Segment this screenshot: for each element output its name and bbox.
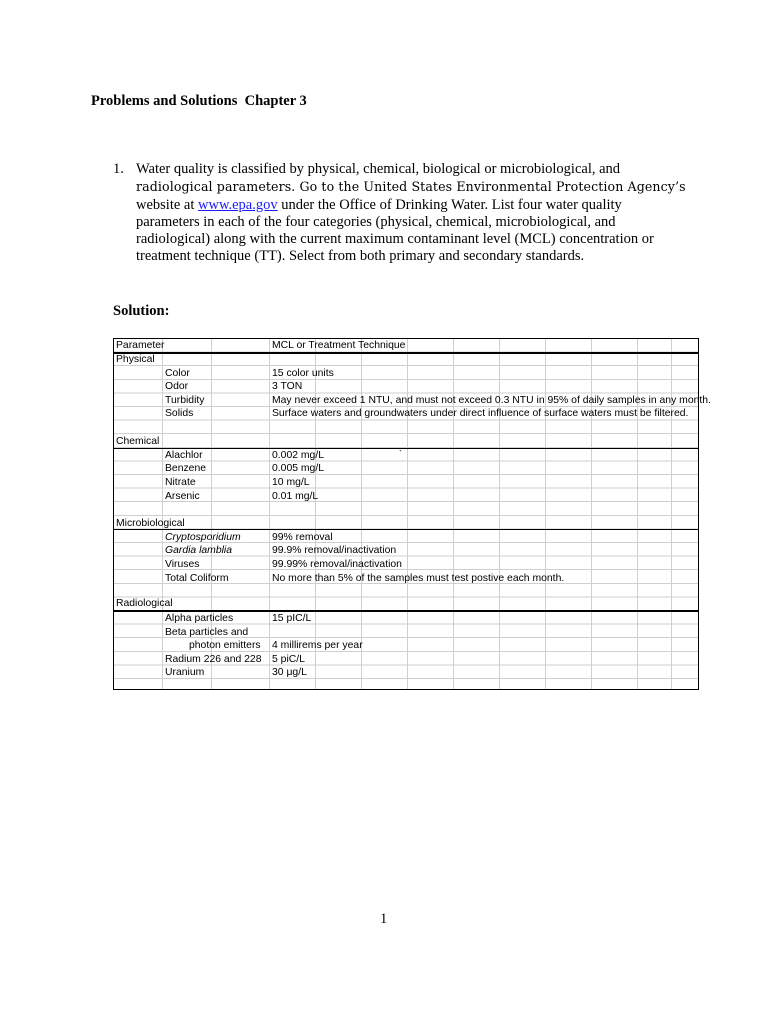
table-row-parameter: Odor <box>165 381 189 392</box>
table-row-value: 0.01 mg/L <box>272 491 319 502</box>
table-row-value: 99.9% removal/inactivation <box>272 545 397 556</box>
question-number: 1. <box>113 161 124 177</box>
category-chemical: Chemical <box>116 436 160 447</box>
table-row-value: 4 millirems per year <box>272 640 363 651</box>
category-microbiological: Microbiological <box>116 518 185 529</box>
column-header-mcl: MCL or Treatment Technique <box>272 340 406 351</box>
question-line-text: under the Office of Drinking Water. List four water quality <box>277 196 622 213</box>
table-row-value: 30 μg/L <box>272 667 307 678</box>
table-row-parameter: Nitrate <box>165 477 196 488</box>
category-physical: Physical <box>116 354 155 365</box>
table-row-parameter: Uranium <box>165 667 205 678</box>
question-line: parameters in each of the four categories (physical, chemical, microbiological, and <box>136 213 616 230</box>
page-number: 1 <box>380 911 388 927</box>
mcl-table <box>113 338 711 690</box>
question-line-text: radiological parameters. Go to the United States Environmental Protection Agency’s <box>136 179 686 195</box>
table-row-parameter: Turbidity <box>165 395 205 406</box>
table-row-parameter: Alpha particles <box>165 613 234 624</box>
table-row-value: No more than 5% of the samples must test postive each month. <box>272 573 565 584</box>
epa-link[interactable]: www.epa.gov <box>198 196 278 213</box>
table-row-value: 15 color units <box>272 368 334 379</box>
table-row-parameter: Benzene <box>165 463 207 474</box>
table-row-parameter: photon emitters <box>189 640 261 651</box>
table-row-value: 0.002 mg/L <box>272 450 324 461</box>
header-divider <box>114 352 698 354</box>
question-line: radiological) along with the current maximum contaminant level (MCL) concentration or <box>136 231 654 248</box>
table-row-value: 99% removal <box>272 532 333 543</box>
page-title: Problems and Solutions Chapter 3 <box>91 93 307 109</box>
table-row-parameter: Arsenic <box>165 491 200 502</box>
column-header-parameter: Parameter <box>116 340 165 351</box>
question-line: Water quality is classified by physical, chemical, biological or microbiological, and <box>136 161 621 177</box>
table-row-parameter: Beta particles and <box>165 627 249 638</box>
table-row-value: 99.99% removal/inactivation <box>272 559 402 570</box>
question-line-text: website at <box>136 196 199 213</box>
table-row-parameter: Total Coliform <box>165 573 229 584</box>
table-row-parameter: Solids <box>165 408 194 419</box>
table-row-value: 15 pIC/L <box>272 613 312 624</box>
table-row-value: 0.005 mg/L <box>272 463 324 474</box>
question-line <box>136 178 696 196</box>
table-row-value: Surface waters and groundwaters under direct influence of surface waters must be filtered. <box>272 408 689 419</box>
table-row-parameter: Cryptosporidium <box>165 532 241 543</box>
section-divider <box>114 529 698 530</box>
question-line <box>136 197 696 214</box>
table-row-parameter: Alachlor <box>165 450 203 461</box>
stray-mark: ` <box>399 449 402 459</box>
table-row-parameter: Radium 226 and 228 <box>165 654 262 665</box>
question-text <box>136 161 696 266</box>
table-row-value: 3 TON <box>272 381 303 392</box>
question-line: treatment technique (TT). Select from both primary and secondary standards. <box>136 248 585 265</box>
table-row-value: 5 piC/L <box>272 654 305 665</box>
table-row-parameter: Color <box>165 368 190 379</box>
category-radiological: Radiological <box>116 598 173 609</box>
table-row-value: May never exceed 1 NTU, and must not exceed 0.3 NTU in 95% of daily samples in any month. <box>272 395 711 406</box>
table-row-parameter: Gardia lamblia <box>165 545 232 556</box>
table-row-value: 10 mg/L <box>272 477 310 488</box>
solution-heading: Solution: <box>113 303 170 319</box>
table-row-parameter: Viruses <box>165 559 200 570</box>
